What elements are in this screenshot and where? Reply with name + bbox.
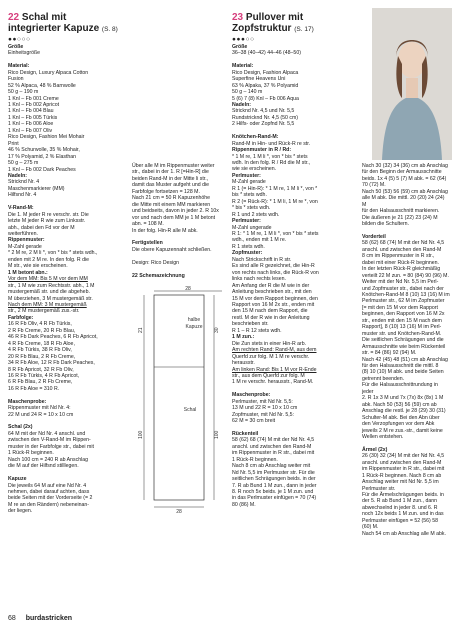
text-line: wdh., enden mit 1 M re.: [232, 237, 287, 244]
text-line: Die äußeren je 21 (22) 23 (24) M: [362, 214, 438, 221]
text-line: 13 M und 22 R = 10 x 10 cm: [232, 405, 298, 412]
text-line: 7. R ab Bund 1 M zun., dann in jeder: [232, 482, 317, 489]
text-line: 63 % Alpaka, 37 % Polyamid: [232, 82, 299, 89]
text-line: abn. = 108 M.: [132, 221, 164, 228]
text-line: R 1: * 1 M re, 1 M li *, von * bis * stets: [232, 231, 319, 238]
text-line: und beidseits, davon in jeder 2. R 10x: [132, 208, 219, 215]
text-line: Rico Design, Fashion Alpaca: [232, 69, 299, 76]
text-line: links nach rechts lesen.: [232, 276, 286, 283]
pattern-number: 23: [232, 12, 244, 23]
text-line: M-Zahl gerade: [232, 179, 266, 186]
text-line: (8) 10 (10) M abk. und beide Seiten: [362, 369, 444, 376]
text-line: muster str. und Knötchen-Rand-M.: [362, 330, 442, 337]
text-line: str., 2 M mustergemäß zus.-str.: [8, 308, 80, 315]
text-line: muster in der Farbfolge str., dabei mit: [8, 443, 94, 450]
text-line: 2. R 1x 3 M und 7x (7x) 8x (8x) 1 M: [362, 395, 444, 402]
text-line: str. = 84 (86) 92 (94) M.: [362, 350, 417, 357]
section-heading: Material:: [232, 63, 254, 70]
text-line: Querfd zur folg. M 1 M re verschr.: [232, 353, 310, 360]
section-heading: 1 M zun.:: [232, 334, 255, 341]
section-heading: Kapuze: [8, 476, 27, 483]
text-line: 1 Rück-R beginnen. Nach 8 cm ab: [362, 472, 442, 479]
text-line: Rico Design, Fashion Mei Mohair: [8, 134, 85, 141]
section-heading: Rippenmuster in R / Rd:: [232, 147, 292, 154]
section-heading: Perlmuster:: [232, 218, 261, 225]
hood-height-left: 21: [138, 327, 144, 333]
text-line: M-Zahl ungerade: [232, 224, 272, 231]
text-line: enden mit 2 M re. In den folg. R die: [8, 256, 90, 263]
section-heading: Material:: [8, 63, 30, 70]
text-line: R 1 (= Hin-R): * 1 M re, 1 M li *, von *: [232, 185, 318, 192]
text-line: 64 M mit der Nd Nr. 4 anschl. und: [8, 430, 86, 437]
bottom-width-label: 28: [176, 508, 182, 513]
text-line: Anschlag weiter mit Nd Nr. 5,5 im: [362, 479, 439, 486]
text-line: 1 Knl – Fb 002 Dark Peaches: [8, 166, 76, 173]
text-line: Einheitsgröße: [8, 50, 41, 57]
text-line: 46 % Schurwolle, 35 % Mohair,: [8, 147, 80, 154]
text-line: Stricknd Nr. 4: [8, 179, 40, 186]
section-heading: Ärmel (2x): [362, 446, 388, 453]
text-line: Anleitung beschrieben str., mit den: [232, 289, 312, 296]
text-line: Die obere Kapuzennaht schließen.: [132, 246, 212, 253]
text-line: str., aus dem Querfd zur folg. M: [232, 372, 305, 379]
text-line: 58 (62) 68 (74) M mit der Nd Nr. 4,5: [232, 437, 315, 444]
text-line: 58 (62) 68 (74) M mit der Nd Nr. 4,5: [362, 240, 445, 247]
text-line: Die seitlichen Schrägungen und die: [362, 337, 444, 344]
text-line: R 1 stets wdh.: [232, 243, 265, 250]
pattern-23-header: [232, 13, 360, 35]
text-line: M str., wie sie erscheinen.: [8, 263, 68, 270]
text-line: Nach 42 (45) 48 (51) cm ab Anschlag: [362, 356, 448, 363]
difficulty-rating: ●●●○○: [232, 36, 255, 43]
text-line: 1 Knl – Fb 004 Blau: [8, 108, 54, 115]
text-line: str., 1 M wie zum Rechtsstr. abh., 1 M: [8, 282, 95, 289]
text-line: letzte M jeder R wie zum Linksstr.: [8, 218, 86, 225]
text-line: mustergemäß str. und die abgeheb.: [8, 289, 90, 296]
text-line: Fusion: [8, 76, 24, 83]
text-line: bilden die Schultern.: [362, 221, 410, 228]
text-line: restl. M der R wie in der Anleitung: [232, 314, 310, 321]
text-line: (60) M.: [362, 524, 379, 531]
text-line: 16 R Fb Türkis, 4 R Fb Apricot,: [8, 372, 80, 379]
text-line: 62 M = 30 cm breit: [232, 418, 276, 425]
text-line: für den Halsausschnitt markieren.: [362, 208, 440, 215]
pattern-title-line1: Pullover mit: [245, 12, 304, 23]
text-line: Es sind alle R gezeichnet, die Hin-R: [232, 263, 315, 270]
text-line: Stricknd Nr. 4,5 und Nr. 5,5: [232, 108, 295, 115]
scarf-height-left: 100: [138, 430, 144, 439]
text-line: nehmen, dabei darauf achten, dass: [8, 488, 90, 495]
text-line: R 1 – R 12 stets wdh.: [232, 327, 282, 334]
section-heading: Größe: [232, 44, 248, 50]
text-line: 4 R Fb Türkis, 38 R Fb Oliv,: [8, 347, 72, 354]
text-line: R 2 (= Rück-R): * 1 M li, 1 M re *, von: [232, 198, 318, 205]
text-line: Farbfolge fortsetzen = 128 M.: [132, 188, 200, 195]
text-line: bis * stets wdh.: [232, 192, 267, 199]
text-line: 1 Rück-R beginnen.: [8, 450, 54, 457]
page-reference: (S. 17): [294, 25, 314, 33]
text-line: Design: Rico Design: [132, 259, 179, 266]
text-line: anschl. und zwischen den Rand-M: [362, 246, 442, 253]
section-heading: Rippenmuster:: [8, 237, 45, 244]
column-4: [362, 163, 450, 537]
brand-logo: burdastricken: [25, 615, 73, 622]
text-line: anschl. und zwischen den Rand-M: [362, 459, 442, 466]
text-line: 46 R Fb Dark Peaches, 6 R Fb Apricot,: [8, 334, 98, 341]
text-line: 15 M vor dem Rapport beginnen, den: [232, 295, 318, 302]
text-line: im Rippenmuster in R str., dabei mit: [362, 466, 445, 473]
text-line: verteilt 22 M zun. = 80 (84) 90 (96) M.: [362, 272, 449, 279]
text-line: 1 Knl – Fb 006 Aloe: [8, 121, 54, 128]
text-line: wie sie erscheinen.: [232, 166, 277, 173]
text-line: weiterführen.: [8, 231, 38, 238]
text-line: 1 Knl – Fb 001 Creme: [8, 95, 59, 102]
section-heading: Farbfolge:: [8, 314, 34, 321]
text-line: R 1 und 2 stets wdh.: [232, 211, 280, 218]
pattern-22-header: [8, 13, 130, 35]
text-line: die M auf der Hilfsnd stilllegen.: [8, 463, 79, 470]
text-line: abh., dabei den Fd vor der M: [8, 224, 75, 231]
text-line: Die Zun stets in einer Hin-R arb.: [232, 340, 307, 347]
text-line: Am linken Rand: Bis 1 M vor R-Ende: [232, 366, 317, 373]
section-heading: Knötchen-Rand-M:: [232, 134, 279, 141]
text-line: M überziehen, 3 M mustergemäß str.: [8, 295, 93, 302]
text-line: Nach 30 (32) 34 (36) cm ab Anschlag: [362, 163, 448, 169]
column-3: [232, 13, 360, 508]
pattern-number: 22: [8, 12, 20, 23]
text-line: 17 % Polyamid, 2 % Elasthan: [8, 153, 77, 160]
text-line: 16 R Fb Aloe = 310 R.: [8, 385, 60, 392]
text-line: 1 Knl – Fb 007 Oliv: [8, 127, 53, 134]
text-line: abk. Nach 50 (53) 56 (59) cm ab: [362, 401, 437, 408]
text-line: 1 M re verschr. herausstr., Rand-M.: [232, 379, 314, 386]
scarf-label: Schal: [183, 406, 197, 413]
text-line: 5 (6) 7 (8) Knl – Fb 006 Aqua: [232, 95, 299, 102]
difficulty-rating: ●●○○○: [8, 36, 31, 43]
section-heading: Schal (2x): [8, 424, 33, 431]
pattern-title-line1: Schal mit: [21, 12, 67, 23]
text-line: die Mitte mit einem MM markieren: [132, 201, 211, 208]
text-line: 2 Hilfs- oder Zopfnd Nr. 5,5: [232, 121, 295, 128]
text-line: 50 g – 190 m: [8, 89, 39, 96]
text-line: Rand-M in Hin- und Rück-R re str.: [232, 140, 311, 147]
scarf-height-right: 100: [214, 430, 220, 439]
text-line: 1 Rück-R beginnen.: [232, 456, 278, 463]
text-line: 8 cm im Rippenmuster in R str.,: [362, 253, 435, 260]
text-line: [= mit den 15 M vor dem Rapport: [362, 304, 438, 311]
text-line: für den Halsausschnitt die mittl. 8: [362, 362, 439, 369]
text-line: Schulter-M abk. Bei den Abn über: [362, 414, 440, 421]
hood-height-right: 30: [214, 327, 220, 333]
text-line: In der letzten Rück-R gleichmäßig: [362, 266, 441, 273]
text-line: vor und nach dem MM je 1 M betont: [132, 214, 216, 221]
section-heading: Vorderteil: [362, 233, 386, 240]
text-line: beiden Rand-M in der Mitte li str.,: [132, 175, 209, 182]
text-line: Zopfmuster, mit Nd Nr. 5,5:: [232, 411, 294, 418]
text-line: Am rechten Rand: Rand-M, aus dem: [232, 347, 317, 354]
text-line: damit das Muster aufgeht und die: [132, 182, 209, 189]
pattern-23-instructions-cont: [362, 163, 450, 537]
text-line: Rapport], 8 (10) 13 (16) M im Perl-: [362, 324, 442, 331]
text-line: in das Perlmuster einfügen = 70 (74): [232, 495, 317, 502]
text-line: Perlmuster str., 62 M im Zopfmuster: [362, 298, 445, 305]
text-line: 52 % Alpaca, 48 % Barnwolle: [8, 82, 76, 89]
text-line: * bis * stets wdh.: [232, 205, 271, 212]
text-line: 4 R Fb Creme, 18 R Fb Aloe,: [8, 340, 75, 347]
text-line: beschrieben str.: [232, 321, 269, 328]
text-line: Superfine Heavens Uni: [232, 76, 286, 83]
section-heading: Rückenteil: [232, 430, 259, 437]
text-line: getrennt beenden.: [362, 375, 405, 382]
section-heading: Zopfmuster:: [232, 250, 263, 257]
section-heading: Größe: [8, 44, 24, 50]
text-line: dabei mit einer Rück-R beginnen.: [362, 259, 439, 266]
section-heading: 1 M betont abn.:: [8, 269, 48, 276]
column-2: [132, 163, 238, 513]
schema-title: 22 Schemazeichnung: [132, 272, 185, 279]
text-line: 36–38 (40–42) 44–46 (48–50): [232, 50, 301, 57]
section-heading: Nadeln:: [232, 102, 252, 109]
text-line: und Zopfmuster str., dabei nach der: [362, 285, 444, 292]
text-line: Nach 50 (53) 56 (59) cm ab Anschlag: [362, 188, 448, 195]
text-line: str., enden mit den 15 M nach dem: [362, 317, 442, 324]
text-line: Perlmuster einfügen = 52 (56) 58: [362, 517, 438, 524]
text-line: den Verzopfungen vor dem Abk: [362, 421, 435, 428]
text-line: Anschlag die restl. je 28 (29) 30 (31): [362, 408, 446, 415]
pattern-22-instructions-cont: [132, 163, 238, 266]
section-heading: Maschenprobe:: [8, 398, 47, 405]
pattern-23-instructions: [232, 44, 360, 508]
text-line: Nach 21 cm = 50 R Kapuzenhöhe: [132, 195, 211, 202]
text-line: * 2 M re, 2 M li *, von * bis * stets wdh.,: [8, 250, 98, 257]
text-line: anschl. und zwischen den Rand-M: [232, 443, 312, 450]
text-line: 2 R Fb Creme, 20 R Fb Blau,: [8, 327, 76, 334]
section-heading: Maschenprobe:: [232, 392, 271, 399]
top-width-label: 28: [185, 285, 191, 292]
page-number: 68: [8, 615, 16, 622]
text-line: Rippenmuster mit Nd Nr. 4:: [8, 405, 71, 412]
text-line: Nach 100 cm = 240 R ab Anschlag: [8, 456, 89, 463]
text-line: beids. 1x 4 (5) 5 (7) M abk. = 62 (64): [362, 175, 447, 182]
text-line: seitlichen Schrägungen beids. in der: [232, 476, 316, 483]
pattern-title-line2: integrierter Kapuze: [8, 22, 100, 34]
text-line: abwechselnd in jeder 8. und 6. R: [362, 504, 438, 511]
text-line: 70 (72) M.: [362, 182, 386, 189]
pattern-title-line2: Zopfstruktur: [232, 22, 292, 34]
text-line: den 15 M nach dem Rapport, die: [232, 308, 308, 315]
text-line: Rapport von 16 M 2x str., enden mit: [232, 302, 315, 308]
text-line: noch 12x beids 1 M zun. und in das: [362, 511, 444, 518]
text-line: beide Seiten mit der Vorderseite (= 2: [8, 495, 93, 502]
text-line: Für die Halsausschnittrundung in jeder: [362, 382, 438, 395]
text-line: 26 (30) 32 (34) M mit der Nd Nr. 4,5: [362, 453, 445, 460]
text-line: Wellen entstehen.: [362, 433, 404, 440]
text-line: Armausschnitte wie beim Rückenteil: [362, 343, 446, 350]
text-line: 16 R Fb Oliv, 4 R Fb Türkis,: [8, 321, 72, 328]
text-line: 50 g – 140 m: [232, 89, 263, 96]
text-line: Rundstricknd Nr. 4,5 (50 cm): [232, 114, 299, 121]
text-line: Vor dem MM: Bis 5 M vor dem MM: [8, 276, 88, 283]
text-line: Print: [8, 140, 19, 147]
text-line: Die jeweils 64 M auf eine Nd Nr. 4: [8, 482, 87, 489]
text-line: zwischen den V-Rand-M im Rippen-: [8, 437, 91, 444]
text-line: 1 Knl – Fb 002 Apricot: [8, 102, 60, 109]
text-line: * 1 M re, 1 M li *, von * bis * stets: [232, 153, 308, 160]
text-line: der liegen.: [8, 508, 33, 515]
text-line: im Rippenmuster in R str., dabei mit: [232, 450, 315, 457]
model-photo: [372, 8, 452, 160]
text-line: 6 R Fb Blau, 2 R Fb Creme,: [8, 379, 73, 386]
text-line: Nach dem MM: 3 M mustergemäß: [8, 302, 87, 308]
text-line: In der folg. Hin-R alle M abk.: [132, 227, 198, 234]
text-line: Knötchen-Rand-M 8 (10) 13 (16) M im: [362, 292, 450, 298]
section-heading: V-Rand-M:: [8, 205, 34, 212]
text-line: Perlmuster, mit Nd Nr. 5,5:: [232, 398, 293, 405]
text-line: str., dabei in der 1. R [=Hin-R] die: [132, 169, 209, 176]
text-line: Nd Nr. 5,5 im Perlmuster str. Für die: [232, 469, 315, 476]
text-line: Hilfsnd Nr. 4: [8, 192, 37, 199]
text-line: alle M abk. Die mittl. 20 (20) 24 (24) M: [362, 195, 445, 208]
text-line: von rechts nach links, die Rück-R von: [232, 269, 319, 276]
hood-label-line1: halbe: [187, 316, 201, 323]
text-line: 22 M und 24 R = 10 x 10 cm: [8, 411, 74, 418]
text-line: Maschenmarkierer (MM): [8, 185, 65, 192]
text-line: M-Zahl gerade: [8, 243, 42, 250]
text-line: Perlmuster str.: [362, 485, 396, 492]
text-line: 50 g – 275 m: [8, 160, 39, 167]
text-line: wdh. In den folg. R / Rd die M str.,: [232, 160, 311, 167]
schematic-diagram: [132, 283, 232, 513]
text-line: Weiter mit der Nd Nr. 5,5 im Perl-: [362, 279, 439, 286]
hood-label-line2: Kapuze: [185, 323, 203, 330]
text-line: Die 1. M jeder R re verschr. str. Die: [8, 211, 89, 218]
column-1: [8, 13, 130, 515]
section-heading: Fertigstellen: [132, 240, 163, 247]
text-line: Nach 54 cm ab Anschlag alle M abk.: [362, 530, 446, 537]
text-line: 8 R Fb Apricot, 32 R Fb Oliv,: [8, 366, 74, 373]
text-line: 20 R Fb Blau, 2 R Fb Creme,: [8, 353, 76, 360]
page-footer: [8, 615, 72, 622]
text-line: 1 Knl – Fb 005 Türkis: [8, 114, 58, 121]
text-line: Für die Ärmelschrägungen beids. in: [362, 491, 444, 498]
text-line: für den Beginn der Armausschnitte: [362, 169, 442, 176]
section-heading: Perlmuster:: [232, 172, 261, 179]
text-line: 80 (86) M.: [232, 501, 256, 508]
text-line: jeweils 2 M re zus.-str., damit keine: [362, 427, 443, 434]
text-line: beginnen, den Rapport von 16 M 2x: [362, 311, 445, 318]
text-line: Über alle M im Rippenmuster weiter: [132, 163, 215, 169]
section-heading: Nadeln:: [8, 173, 28, 179]
text-line: herausstr.: [232, 360, 255, 367]
pattern-22-instructions: [8, 44, 130, 515]
text-line: 34 R Fb Aloe, 12 R Fb Dark Peaches,: [8, 360, 95, 367]
text-line: Am Anfang der R die M wie in der: [232, 282, 310, 289]
text-line: Rico Design, Luxury Alpaca Cotton: [8, 69, 89, 76]
text-line: Nach 8 cm ab Anschlag weiter mit: [232, 463, 311, 470]
text-line: der 5. R ab Bund 1 M zun., dann: [362, 498, 437, 505]
text-line: Nach Strickschrift in R str.: [232, 256, 292, 263]
page-reference: (S. 8): [101, 25, 118, 33]
text-line: M re an den Rändern) nebeneinan-: [8, 501, 90, 508]
text-line: 8. R noch 5x beids. je 1 M zun. und: [232, 489, 314, 496]
